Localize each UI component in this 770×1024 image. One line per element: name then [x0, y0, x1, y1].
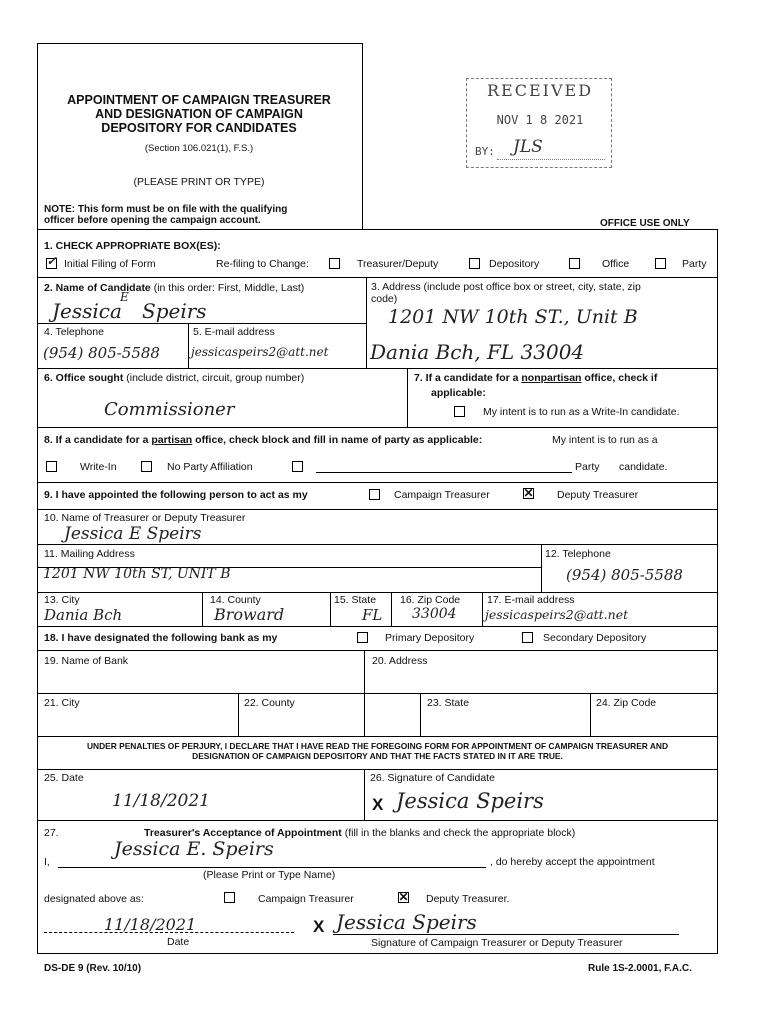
acceptance-date-value[interactable]: 11/18/2021: [104, 915, 197, 934]
bank-county-label: 22. County: [244, 697, 295, 709]
zip-value[interactable]: 33004: [412, 606, 457, 622]
initial-filing-check-mark: ✓: [46, 254, 57, 268]
treasurer-deputy-checkbox[interactable]: [329, 258, 340, 269]
acceptance-date-label: Date: [167, 936, 190, 948]
stamp-date: NOV 1 8 2021: [496, 113, 584, 127]
acceptance-name-line: [58, 867, 486, 868]
treasurer-signature-line: [333, 934, 679, 935]
stamp-received-text: RECEIVED: [486, 81, 594, 100]
acceptance-i: I,: [44, 856, 50, 868]
appointment-label: 9. I have appointed the following person to act as my: [44, 489, 308, 501]
npa-label: No Party Affiliation: [167, 461, 253, 473]
candidate-telephone[interactable]: (954) 805-5588: [43, 344, 160, 362]
bank-designation-label: 18. I have designated the following bank as my: [44, 632, 278, 644]
designated-label: designated above as:: [44, 893, 144, 905]
bank-address-label: 20. Address: [372, 655, 428, 667]
candidate-date-value[interactable]: 11/18/2021: [112, 791, 210, 811]
form-title: APPOINTMENT OF CAMPAIGN TREASURER AND DESIGNATION OF CAMPAIGN DEPOSITORY FOR CANDIDATES: [67, 93, 331, 135]
campaign-treasurer-label: Campaign Treasurer: [394, 489, 490, 501]
treasurer-email-value[interactable]: jessicaspeirs2@att.net: [485, 607, 629, 622]
office-checkbox[interactable]: [569, 258, 580, 269]
candidate-signature[interactable]: Jessica Speirs: [396, 789, 544, 813]
deputy-treasurer-check-mark: ✕: [523, 486, 534, 500]
initial-filing-label: Initial Filing of Form: [64, 258, 156, 270]
bank-city-label: 21. City: [44, 697, 80, 709]
partisan-writein-checkbox[interactable]: [46, 461, 57, 472]
nonpartisan-writein-checkbox[interactable]: [454, 406, 465, 417]
date-label: 25. Date: [44, 772, 84, 784]
treasurer-signature[interactable]: Jessica Speirs: [336, 910, 477, 934]
candidate-first-name[interactable]: Jessica: [52, 299, 122, 323]
county-label: 14. County: [210, 594, 261, 606]
state-value[interactable]: FL: [362, 606, 383, 624]
treasurer-telephone-label: 12. Telephone: [545, 548, 611, 560]
s1-label: 1. CHECK APPROPRIATE BOX(ES):: [44, 240, 221, 252]
primary-depository-label: Primary Depository: [385, 632, 475, 644]
depository-checkbox[interactable]: [469, 258, 480, 269]
telephone-label: 4. Telephone: [44, 326, 104, 338]
candidate-address-label: 3. Address (include post office box or street, city, state, zip code): [371, 281, 641, 305]
acceptance-name-value[interactable]: Jessica E. Speirs: [114, 838, 274, 860]
bank-zip-label: 24. Zip Code: [596, 697, 657, 709]
candidate-email[interactable]: jessicaspeirs2@att.net: [191, 345, 329, 359]
treasurer-acceptance-title: Treasurer's Acceptance of Appointment (fill in the blanks and check the appropriate block): [144, 827, 576, 839]
mailing-address-value[interactable]: 1201 NW 10th ST, UNIT B: [43, 566, 231, 582]
candidate-last-name[interactable]: Speirs: [142, 299, 207, 323]
nonpartisan-writein-label: My intent is to run as a Write-In candidate.: [483, 406, 680, 418]
secondary-depository-checkbox[interactable]: [522, 632, 533, 643]
county-value[interactable]: Broward: [214, 605, 285, 624]
primary-depository-checkbox[interactable]: [357, 632, 368, 643]
acceptance-campaign-label: Campaign Treasurer: [258, 893, 354, 905]
perjury-statement: UNDER PENALTIES OF PERJURY, I DECLARE THAT I HAVE READ THE FOREGOING FORM FOR APPOINTMENT OF CAMPAIGN TREASURER AND DESIGNATION OF CAMPAIGN DEPOSITORY AND THAT THE FACTS STATED IN IT ARE TRUE.: [87, 741, 668, 761]
treasurer-signature-x: X: [313, 917, 325, 936]
candidate-address-line1[interactable]: 1201 NW 10th ST., Unit B: [388, 306, 638, 328]
npa-checkbox[interactable]: [141, 461, 152, 472]
depository-label: Depository: [489, 258, 540, 270]
office-use-label: OFFICE USE ONLY: [600, 218, 690, 229]
print-note: (PLEASE PRINT OR TYPE): [133, 176, 265, 188]
nonpartisan-label: 7. If a candidate for a nonpartisan office, check if: [414, 372, 658, 384]
partisan-candidate-label: candidate.: [619, 461, 668, 473]
party-name-line[interactable]: [316, 472, 572, 473]
form-number: DS-DE 9 (Rev. 10/10): [44, 963, 142, 974]
bank-state-label: 23. State: [427, 697, 470, 709]
rule-reference: Rule 1S-2.0001, F.A.C.: [588, 963, 692, 974]
partisan-label: 8. If a candidate for a partisan office, check block and fill in name of party as applicable:: [44, 434, 483, 446]
received-stamp: [466, 78, 612, 168]
form-header: [37, 43, 363, 229]
state-label: 15. State: [334, 594, 377, 606]
acceptance-text: , do hereby accept the appointment: [490, 856, 655, 868]
zip-label: 16. Zip Code: [400, 594, 461, 606]
treasurer-name-label: 10. Name of Treasurer or Deputy Treasurer: [44, 512, 246, 524]
campaign-treasurer-checkbox[interactable]: [369, 489, 380, 500]
partisan-writein-label: Write-In: [80, 461, 117, 473]
treasurer-signature-label: Signature of Campaign Treasurer or Deputy Treasurer: [371, 937, 623, 949]
deputy-treasurer-label: Deputy Treasurer: [557, 489, 639, 501]
email-label: 5. E-mail address: [193, 326, 275, 338]
party-name-checkbox[interactable]: [292, 461, 303, 472]
statute-reference: (Section 106.021(1), F.S.): [144, 143, 254, 154]
candidate-address-line2[interactable]: Dania Bch, FL 33004: [370, 340, 585, 364]
stamp-initials: JLS: [513, 137, 543, 157]
acceptance-deputy-check-mark: ✕: [398, 890, 409, 904]
print-name-label: (Please Print or Type Name): [203, 869, 336, 881]
acceptance-campaign-checkbox[interactable]: [224, 892, 235, 903]
stamp-by-label: BY:: [475, 145, 495, 158]
filing-note: NOTE: This form must be on file with the qualifying officer before opening the campaign account.: [44, 204, 288, 226]
refiling-label: Re-filing to Change:: [216, 258, 309, 270]
mailing-address-label: 11. Mailing Address: [44, 548, 135, 560]
treasurer-name-value[interactable]: Jessica E Speirs: [64, 524, 202, 544]
treasurer-deputy-label: Treasurer/Deputy: [357, 258, 439, 270]
s27-number: 27.: [44, 827, 59, 839]
office-label: Office: [602, 258, 630, 270]
candidate-middle-initial[interactable]: E: [120, 290, 129, 304]
candidate-signature-x: X: [372, 795, 384, 814]
acceptance-deputy-label: Deputy Treasurer.: [426, 893, 510, 905]
candidate-signature-label: 26. Signature of Candidate: [370, 772, 495, 784]
party-checkbox[interactable]: [655, 258, 666, 269]
party-label: Party: [682, 258, 707, 270]
secondary-depository-label: Secondary Depository: [543, 632, 647, 644]
candidate-name-label: 2. Name of Candidate (in this order: First, Middle, Last): [44, 282, 305, 294]
treasurer-telephone-value[interactable]: (954) 805-5588: [566, 566, 683, 584]
bank-name-label: 19. Name of Bank: [44, 655, 129, 667]
city-label: 13. City: [44, 594, 80, 606]
nonpartisan-applicable-label: applicable:: [431, 387, 486, 399]
city-value[interactable]: Dania Bch: [44, 606, 123, 624]
partisan-intent-label: My intent is to run as a: [552, 434, 658, 446]
office-sought-value[interactable]: Commissioner: [104, 399, 235, 420]
partisan-party-label: Party: [575, 461, 600, 473]
treasurer-email-label: 17. E-mail address: [487, 594, 575, 606]
office-sought-label: 6. Office sought (include district, circuit, group number): [44, 372, 305, 384]
